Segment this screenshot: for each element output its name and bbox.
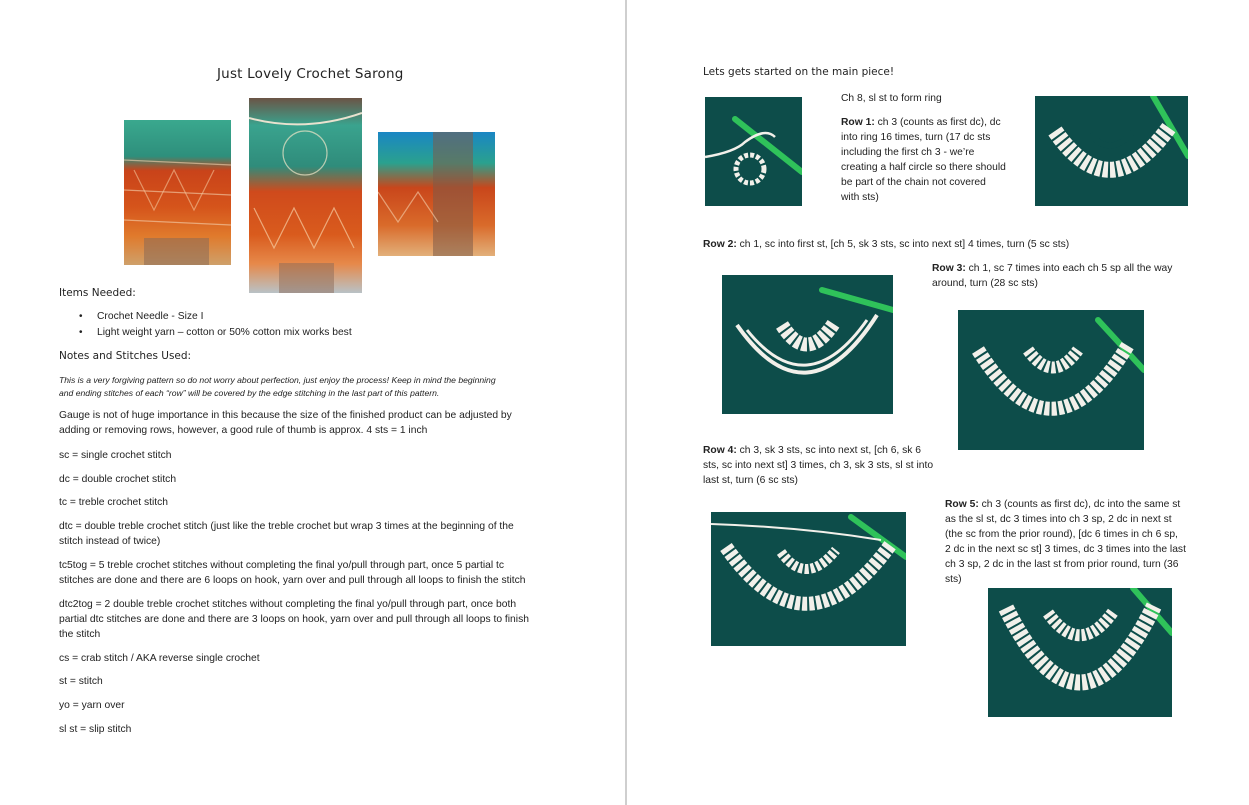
abbr-slst: sl st = slip stitch (59, 724, 132, 735)
abbr-dtc2tog: dtc2tog = 2 double treble crochet stitches without completing the final yo/pull through part, once both partial dtc stitches are done and there are 3 loops on hook, yarn over and pull through all loops to finish the stitch (59, 599, 529, 640)
list-item: • Crochet Needle - Size I (59, 309, 579, 325)
right-page (627, 0, 1249, 805)
abbr-sc: sc = single crochet stitch (59, 450, 172, 461)
sarong-photo-front (378, 132, 495, 256)
row1-photo (1035, 96, 1188, 206)
items-list (59, 309, 579, 341)
row2-instruction: Row 2: ch 1, sc into first st, [ch 5, sk 3 sts, sc into next st] 4 times, turn (5 sc sts) (703, 239, 1070, 250)
row4-instruction: Row 4: ch 3, sk 3 sts, sc into next st, [ch 6, sk 6 sts, sc into next st] 3 times, ch 3, sk 3 sts, sl st into last st, turn (6 sc sts) (703, 445, 934, 486)
row1-instruction: Row 1: ch 3 (counts as first dc), dc into ring 16 times, turn (17 dc sts including the first ch 3 - we’re creating a half circle so there should be part of the chain not covered with sts) (841, 117, 1006, 203)
abbr-tc5tog: tc5tog = 5 treble crochet stitches without completing the final yo/pull through part, once 5 partial tc stitches are done and there are 6 loops on hook, yarn over and pull through all loops to finish the stitch (59, 560, 526, 586)
sarong-photo-side (124, 120, 231, 265)
ch8-instruction: Ch 8, sl st to form ring (841, 93, 942, 104)
abbr-dtc: dtc = double treble crochet stitch (just like the treble crochet but wrap 3 times at the beginning of the stitch instead of twice) (59, 521, 514, 547)
abbr-dc: dc = double crochet stitch (59, 474, 177, 485)
row3-instruction: Row 3: ch 1, sc 7 times into each ch 5 sp all the way around, turn (28 sc sts) (932, 263, 1173, 289)
gauge-note: Gauge is not of huge importance in this because the size of the finished product can be adjusted by adding or removing rows, however, a good rule of thumb is approx. 4 sts = 1 inch (59, 410, 512, 436)
row5-photo (988, 588, 1172, 717)
abbr-cs: cs = crab stitch / AKA reverse single crochet (59, 653, 260, 664)
abbr-yo: yo = yarn over (59, 700, 125, 711)
notes-heading: Notes and Stitches Used: (59, 350, 192, 362)
row2-photo (722, 275, 893, 414)
forgiving-note: This is a very forgiving pattern so do not worry about perfection, just enjoy the process! Keep in mind the beginning and ending stitches of each “row” will be covered by the edge stitching in the last part of this pattern. (59, 375, 496, 398)
abbr-st: st = stitch (59, 676, 103, 687)
ring-photo (705, 97, 802, 206)
main-piece-heading: Lets gets started on the main piece! (703, 66, 895, 78)
row5-instruction: Row 5: ch 3 (counts as first dc), dc into the same st as the sl st, dc 3 times into ch 3 sp, 2 dc in next st (the sc from the prior round), [dc 6 times in ch 6 sp, 2 dc in the next sc st] 3 times, dc 3 times into the last ch 3 sp, 2 dc in the last st from prior round, turn (36 sts) (945, 499, 1186, 585)
abbr-tc: tc = treble crochet stitch (59, 497, 169, 508)
pattern-title: Just Lovely Crochet Sarong (217, 66, 404, 82)
items-heading: Items Needed: (59, 287, 136, 299)
row3-photo (958, 310, 1144, 450)
sarong-photo-back (249, 98, 362, 293)
list-item: • Light weight yarn – cotton or 50% cotton mix works best (59, 325, 579, 341)
row4-photo (711, 512, 906, 646)
